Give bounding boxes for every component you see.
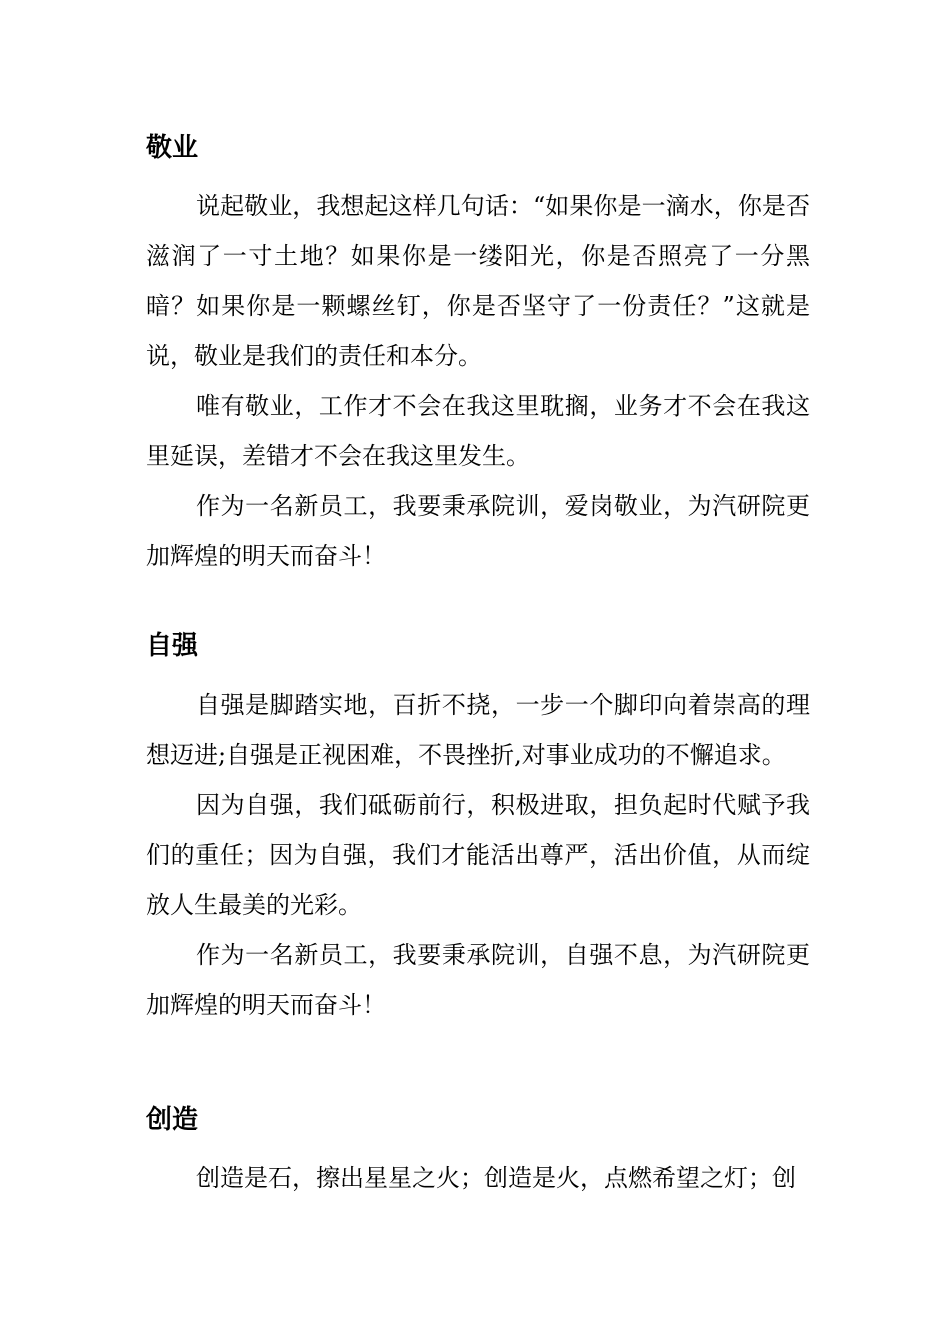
paragraph: 说起敬业，我想起这样几句话：“如果你是一滴水，你是否滋润了一寸土地？如果你是一缕阳光，你是否照亮了一分黑暗？如果你是一颗螺丝钉，你是否坚守了一份责任？”这就是说，敬业是我们的责任和本分。 [146, 192, 810, 370]
section-heading: 敬业 [146, 133, 199, 163]
paragraph: 因为自强，我们砥砺前行，积极进取，担负起时代赋予我们的重任；因为自强，我们才能活出尊严，活出价值，从而绽放人生最美的光彩。 [146, 791, 810, 919]
section-heading: 自强 [146, 631, 199, 661]
paragraph: 唯有敬业，工作才不会在我这里耽搁，业务才不会在我这里延误，差错才不会在我这里发生。 [146, 392, 810, 470]
paragraph: 作为一名新员工，我要秉承院训，爱岗敬业，为汽研院更加辉煌的明天而奋斗！ [146, 492, 810, 570]
paragraph: 创造是石，擦出星星之火；创造是火，点燃希望之灯；创 [196, 1164, 796, 1192]
section-self-improvement [146, 629, 810, 1030]
paragraph: 自强是脚踏实地，百折不挠，一步一个脚印向着崇高的理想迈进;自强是正视困难，不畏挫折,对事业成功的不懈追求。 [146, 691, 810, 769]
section-dedication [146, 131, 810, 581]
section-heading: 创造 [146, 1105, 199, 1135]
section-creation [146, 1103, 810, 1203]
paragraph: 作为一名新员工，我要秉承院训，自强不息，为汽研院更加辉煌的明天而奋斗！ [146, 941, 810, 1019]
